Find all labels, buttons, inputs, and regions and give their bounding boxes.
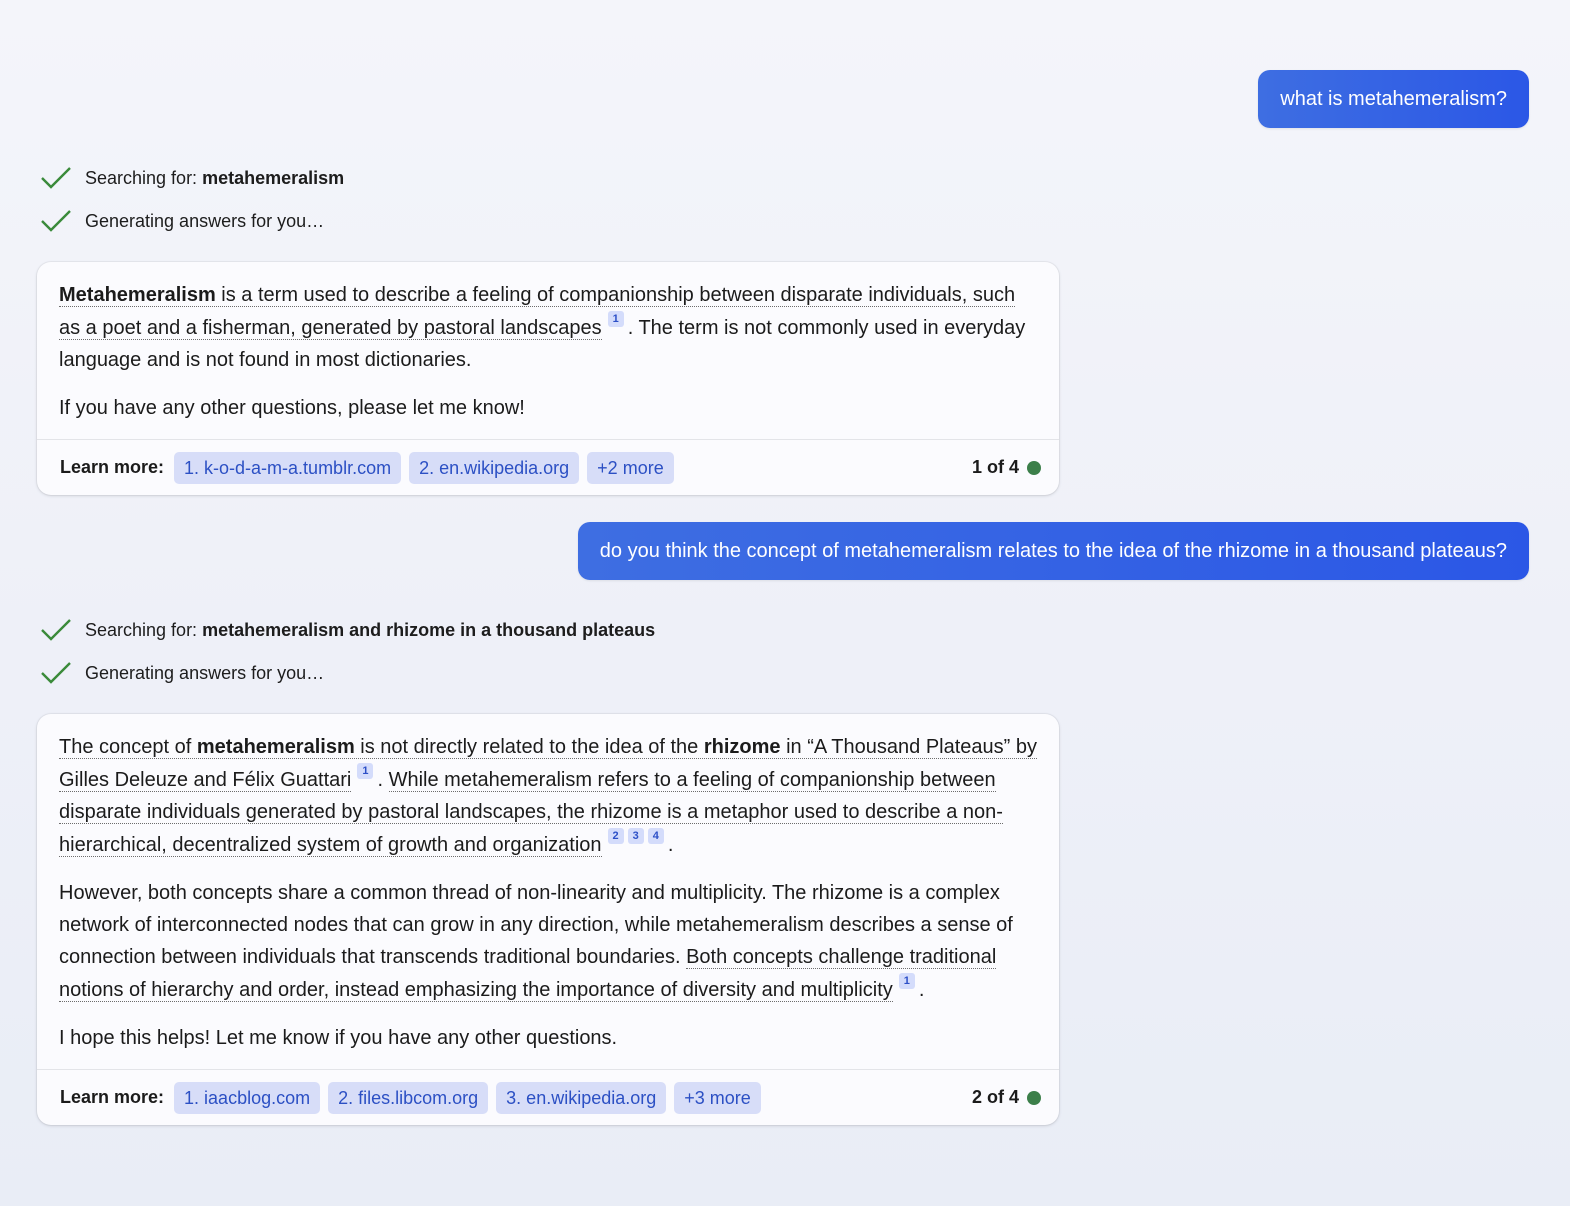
generating-label: Generating answers for you… bbox=[85, 210, 325, 231]
term-bold: metahemeralism bbox=[196, 736, 355, 758]
answer-card-2 bbox=[37, 714, 1059, 1125]
search-query: metahemeralism and rhizome in a thousand plateaus bbox=[202, 619, 656, 640]
answer-text: . bbox=[918, 979, 925, 1001]
citation-badge[interactable]: 1 bbox=[608, 311, 624, 327]
generating-status bbox=[40, 208, 324, 234]
answer-text: is not directly related to the idea of the bbox=[354, 736, 704, 758]
citation-badge[interactable]: 2 bbox=[608, 828, 624, 844]
source-link[interactable]: 1. iaacblog.com bbox=[174, 1082, 320, 1114]
source-link[interactable]: 3. en.wikipedia.org bbox=[496, 1082, 666, 1114]
more-sources-button[interactable]: +3 more bbox=[674, 1082, 761, 1114]
answer-card-1 bbox=[37, 262, 1059, 495]
search-status bbox=[40, 165, 344, 191]
answer-text: is a term used to describe a feeling of companionship between disparate individuals, such as a poet and a fisherman, generated by pastoral landscapes bbox=[59, 284, 1016, 339]
checkmark-icon bbox=[40, 660, 72, 686]
user-message-1 bbox=[1258, 70, 1529, 128]
term-bold: Metahemeralism bbox=[59, 284, 216, 306]
answer-text: However, both concepts share a common thread of non-linearity and multiplicity. The rhizome is a complex network of interconnected nodes that can grow in any direction, while metahemeralism describes a sense of connection between individuals that transcends traditional boundaries. bbox=[59, 882, 1013, 968]
answer-text: The concept of bbox=[59, 736, 197, 758]
generating-status bbox=[40, 660, 324, 686]
checkmark-icon bbox=[40, 208, 72, 234]
source-link[interactable]: 2. files.libcom.org bbox=[328, 1082, 488, 1114]
learn-more-bar bbox=[37, 439, 1059, 495]
checkmark-icon bbox=[40, 617, 72, 643]
search-prefix: Searching for: bbox=[85, 167, 203, 188]
search-status bbox=[40, 617, 655, 643]
response-pager bbox=[972, 1087, 1041, 1108]
status-dot-icon bbox=[1027, 461, 1041, 475]
source-link[interactable]: 2. en.wikipedia.org bbox=[409, 452, 579, 484]
learn-more-bar bbox=[37, 1069, 1059, 1125]
answer-paragraph: If you have any other questions, please let me know! bbox=[59, 397, 525, 419]
generating-label: Generating answers for you… bbox=[85, 662, 325, 683]
answer-paragraph bbox=[59, 731, 1037, 861]
source-link[interactable]: 1. k-o-d-a-m-a.tumblr.com bbox=[174, 452, 401, 484]
status-dot-icon bbox=[1027, 1091, 1041, 1105]
citation-badge[interactable]: 1 bbox=[357, 763, 373, 779]
checkmark-icon bbox=[40, 165, 72, 191]
user-message-2 bbox=[578, 522, 1529, 580]
citation-badge[interactable]: 4 bbox=[648, 828, 664, 844]
pager-text: 2 of 4 bbox=[971, 1087, 1019, 1107]
pager-text: 1 of 4 bbox=[971, 457, 1019, 477]
user-message-text: do you think the concept of metahemeralism relates to the idea of the rhizome in a thousand plateaus? bbox=[599, 539, 1507, 562]
learn-more-label: Learn more: bbox=[60, 457, 165, 477]
answer-text: in “A Thousand Plateaus” by Gilles Deleuze and Félix Guattari bbox=[59, 736, 1037, 791]
more-sources-button[interactable]: +2 more bbox=[587, 452, 674, 484]
learn-more-label: Learn more: bbox=[60, 1087, 165, 1107]
citation-badge[interactable]: 1 bbox=[899, 973, 915, 989]
answer-paragraph bbox=[59, 877, 1037, 1006]
user-message-text: what is metahemeralism? bbox=[1280, 87, 1507, 110]
answer-text: Both concepts challenge traditional notions of hierarchy and order, instead emphasizing the importance of diversity and multiplicity bbox=[59, 946, 997, 1001]
answer-text: While metahemeralism refers to a feeling of companionship between disparate individuals generated by pastoral landscapes, the rhizome is a metaphor used to describe a non-hierarchical, decentralized system of growth and organization bbox=[59, 769, 1003, 856]
answer-paragraph: I hope this helps! Let me know if you have any other questions. bbox=[59, 1027, 618, 1049]
answer-text: . bbox=[377, 769, 389, 791]
search-prefix: Searching for: bbox=[85, 619, 203, 640]
answer-text: . bbox=[667, 834, 674, 856]
answer-text: . The term is not commonly used in everyday language and is not found in most dictionaries. bbox=[59, 317, 1026, 371]
citation-badge[interactable]: 3 bbox=[628, 828, 644, 844]
search-query: metahemeralism bbox=[202, 167, 345, 188]
answer-paragraph bbox=[59, 279, 1037, 376]
response-pager bbox=[972, 457, 1041, 478]
term-bold: rhizome bbox=[703, 736, 781, 758]
